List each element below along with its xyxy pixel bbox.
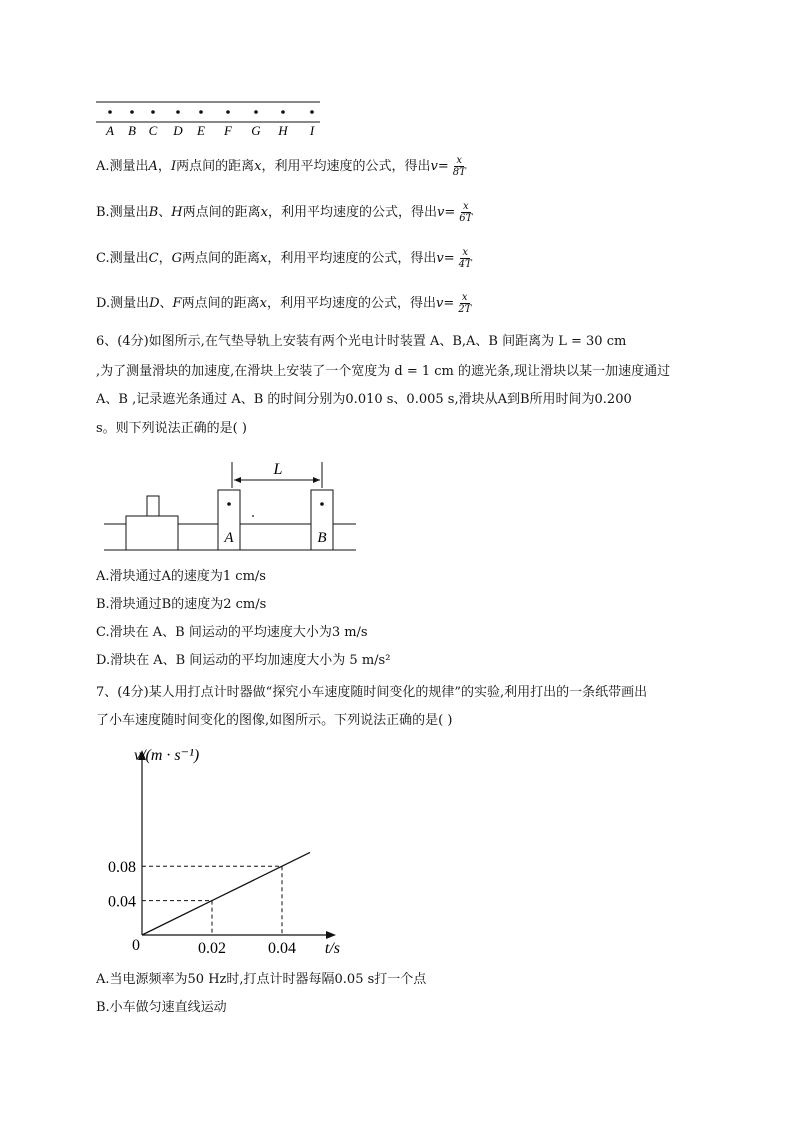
arrow-head-right	[313, 477, 320, 483]
y-tick-label: 0.08	[108, 859, 136, 877]
strip-dot-a	[108, 110, 112, 114]
q6-option-c: C.滑块在 A、B 间运动的平均速度大小为3 m/s	[96, 625, 368, 640]
q5-option-p2: F	[172, 296, 182, 311]
strip-label-b: B	[128, 123, 136, 138]
q5-option-prefix: C.测量出	[96, 251, 149, 266]
q5-option-mid: 、	[159, 296, 173, 311]
strip-dot-h	[281, 110, 285, 114]
q5-option-prefix: A.测量出	[96, 159, 149, 174]
q5-option-b	[96, 201, 474, 224]
strip-label-g: G	[251, 123, 261, 138]
strip-dot-e	[199, 110, 203, 114]
dot-strip-figure	[90, 96, 330, 140]
q6-stem-line3: A、B ,记录遮光条通过 A、B 的时间分别为0.010 s、0.005 s,滑块从A到B所用时间为0.200	[96, 392, 632, 407]
midpoint-dot	[252, 515, 254, 517]
q5-option-fraction	[451, 155, 468, 178]
q5-option-a	[96, 155, 468, 178]
origin-label: 0	[132, 937, 140, 954]
photogate-a-label: A	[224, 530, 234, 546]
q5-option-xvar: x	[254, 159, 262, 174]
q5-option-fraction	[457, 201, 474, 224]
arrow-head-left	[234, 477, 241, 483]
velocity-line	[142, 852, 310, 935]
photogate-b-label: B	[317, 530, 327, 546]
photogate-b-sensor	[320, 502, 324, 506]
q5-option-mid: ，	[157, 159, 171, 174]
q5-option-p2: H	[171, 205, 183, 220]
q5-option-c	[96, 247, 474, 270]
fraction-denominator: 6T	[459, 213, 473, 224]
shading-strip	[147, 496, 159, 516]
q5-option-fraction	[456, 292, 473, 315]
x-axis-label: t/s	[324, 940, 340, 957]
fraction-numerator: x	[462, 201, 469, 212]
strip-label-c: C	[148, 123, 158, 138]
q5-option-tail: ，利用平均速度的公式，得出	[261, 159, 431, 174]
strip-dot-c	[151, 110, 155, 114]
fraction-numerator: x	[461, 292, 468, 303]
q5-option-p2: G	[171, 251, 182, 266]
q5-option-prefix: D.测量出	[96, 296, 150, 311]
air-track-diagram	[100, 452, 360, 554]
q6-stem-line1: 6、(4分)如图所示,在气垫导轨上安装有两个光电计时装置 A、B,A、B 间距离为 L = 30 cm	[96, 334, 627, 349]
q5-option-p1: D	[149, 296, 160, 311]
strip-label-d: D	[173, 123, 183, 138]
q5-option-eq: =	[443, 296, 455, 311]
q7-option-a: A.当电源频率为50 Hz时,打点计时器每隔0.05 s打一个点	[96, 972, 427, 987]
q5-option-fraction	[457, 247, 474, 270]
strip-dot-d	[176, 110, 180, 114]
q5-option-tail: ，利用平均速度的公式，得出	[266, 296, 436, 311]
strip-label-e: E	[197, 123, 205, 138]
q7-option-b: B.小车做匀速直线运动	[96, 1000, 227, 1015]
q5-option-d	[96, 292, 473, 315]
q6-option-d: D.滑块在 A、B 间运动的平均加速度大小为 5 m/s²	[96, 653, 391, 668]
q5-option-tail: ，利用平均速度的公式，得出	[267, 205, 437, 220]
q5-option-v: v	[436, 205, 445, 220]
q5-option-p1: B	[148, 205, 159, 220]
y-tick-label: 0.04	[108, 893, 136, 911]
strip-label-a: A	[106, 123, 114, 138]
q5-option-prefix: B.测量出	[96, 205, 149, 220]
q5-option-mid: ，	[158, 251, 172, 266]
q5-option-v: v	[435, 296, 444, 311]
fraction-denominator: 2T	[458, 304, 472, 315]
q5-option-p1: C	[148, 251, 159, 266]
strip-dot-f	[226, 110, 230, 114]
q5-option-rest: 两点间的距离	[182, 205, 261, 220]
q5-option-eq: =	[437, 159, 449, 174]
q5-option-eq: =	[443, 251, 455, 266]
slider-block	[126, 516, 178, 550]
strip-dot-g	[254, 110, 258, 114]
q5-option-eq: =	[444, 205, 456, 220]
q5-option-xvar: x	[260, 251, 268, 266]
q5-option-mid: 、	[158, 205, 172, 220]
q7-stem-line2: 了小车速度随时间变化的图像,如图所示。下列说法正确的是( )	[96, 713, 453, 728]
q5-option-v: v	[436, 251, 444, 266]
q6-option-b: B.滑块通过B的速度为2 cm/s	[96, 597, 267, 612]
strip-dot-b	[130, 110, 134, 114]
x-tick-label: 0.04	[268, 940, 296, 957]
q6-option-a: A.滑块通过A的速度为1 cm/s	[96, 569, 266, 584]
strip-label-i: I	[309, 123, 315, 138]
q5-option-tail: ，利用平均速度的公式，得出	[267, 251, 437, 266]
distance-label: L	[273, 461, 283, 478]
x-tick-label: 0.02	[198, 940, 226, 957]
strip-dot-i	[310, 110, 314, 114]
q5-option-rest: 两点间的距离	[181, 296, 260, 311]
q5-option-rest: 两点间的距离	[176, 159, 255, 174]
q5-option-rest: 两点间的距离	[181, 251, 260, 266]
fraction-numerator: x	[456, 155, 463, 166]
q5-option-xvar: x	[260, 205, 268, 220]
strip-label-h: H	[278, 123, 288, 138]
q7-stem-line1: 7、(4分)某人用打点计时器做“探究小车速度随时间变化的规律”的实验,利用打出的一条纸带画出	[96, 685, 648, 700]
q5-option-p2: I	[170, 159, 177, 174]
q6-stem-line4: s。则下列说法正确的是( )	[96, 421, 247, 436]
q5-option-p1: A	[148, 159, 158, 174]
x-axis-arrow	[326, 931, 336, 939]
velocity-time-chart	[96, 740, 346, 965]
strip-label-f: F	[224, 123, 232, 138]
photogate-a-sensor	[227, 502, 231, 506]
fraction-denominator: 4T	[458, 259, 472, 270]
q5-option-v: v	[430, 159, 438, 174]
y-axis-label: v/(m · s⁻¹)	[134, 747, 200, 764]
fraction-numerator: x	[462, 247, 468, 258]
q6-stem-line2: ,为了测量滑块的加速度,在滑块上安装了一个宽度为 d = 1 cm 的遮光条,现让滑块以某一加速度通过	[96, 364, 671, 379]
fraction-denominator: 8T	[452, 167, 466, 178]
q5-option-xvar: x	[259, 296, 267, 311]
